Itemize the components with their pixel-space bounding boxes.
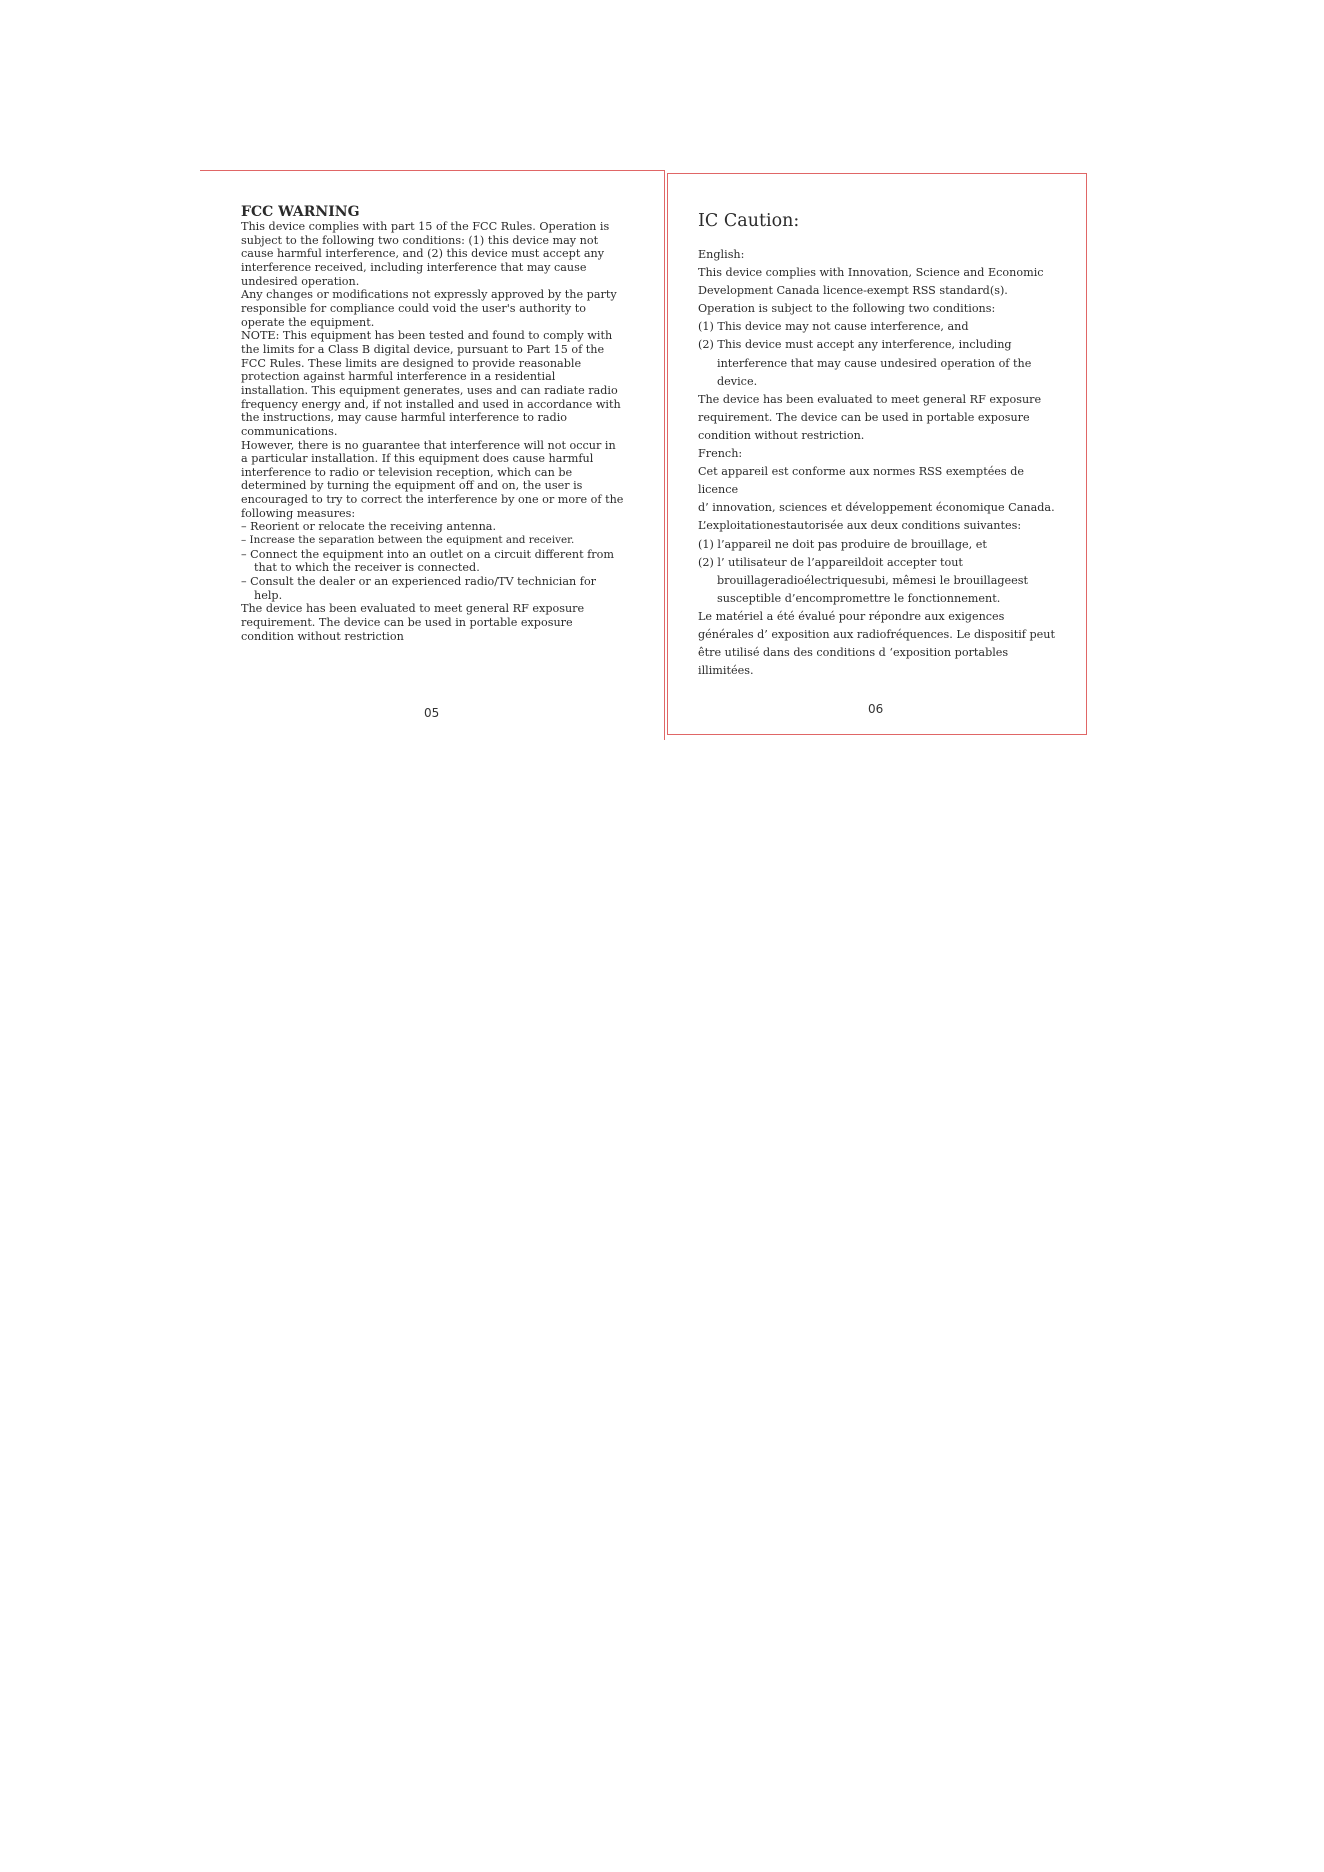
fcc-however-paragraph: However, there is no guarantee that interference will not occur in a particular installation. If this equipment does cause harmful interference to radio or television reception, which can be determined by turning the equipment off and on, the user is encouraged to try to correct the interference by one or more of the following measures: <box>241 438 624 520</box>
english-rf-paragraph: The device has been evaluated to meet general RF exposure requirement. The device can be used in portable exposure condition without restriction. <box>698 392 1042 442</box>
fcc-warning-title: FCC WARNING <box>241 204 360 220</box>
fcc-note-paragraph: NOTE: This equipment has been tested and found to comply with the limits for a Class B digital device, pursuant to Part 15 of the FCC Rules. These limits are designed to provide reasonable protection against harmful interference in a residential installation. This equipment generates, uses and can radiate radio frequency energy and, if not installed and used in accordance with the instructions, may cause harmful interference to radio communications. <box>241 329 621 438</box>
page-number-left: 05 <box>424 706 440 720</box>
fcc-modifications-paragraph: Any changes or modifications not expressly approved by the party responsible for compliance could void the user's authority to operate the equipment. <box>241 288 617 329</box>
english-intro-paragraph: This device complies with Innovation, Science and Economic Development Canada licence-exempt RSS standard(s). Operation is subject to the following two conditions: <box>698 266 1044 316</box>
ic-caution-title: IC Caution: <box>698 211 800 231</box>
fcc-measure-item: – Increase the separation between the equipment and receiver. <box>241 534 575 547</box>
manual-spread <box>200 170 1090 740</box>
french-condition-item: (1) l’appareil ne doit pas produire de brouillage, et <box>698 537 987 551</box>
english-condition-item: (1) This device may not cause interference, and <box>698 320 969 334</box>
left-page-top-border <box>200 170 665 171</box>
fcc-rf-exposure-paragraph: The device has been evaluated to meet general RF exposure requirement. The device can be used in portable exposure condition without restriction <box>241 602 585 643</box>
fcc-compliance-paragraph: This device complies with part 15 of the FCC Rules. Operation is subject to the following two conditions: (1) this device may not cause harmful interference, and (2) this device must accept any interference received, including interference that may cause undesired operation. <box>241 220 610 288</box>
english-label: English: <box>698 248 745 261</box>
fcc-warning-page <box>241 204 624 643</box>
page-number-right: 06 <box>868 702 884 716</box>
left-page-right-border <box>664 170 665 740</box>
french-rf-paragraph: Le matériel a été évalué pour répondre aux exigences générales d’ exposition aux radiofréquences. Le dispositif peut être utilisé dans des conditions d ‘exposition portables illimitées. <box>698 609 1055 678</box>
ic-caution-page <box>698 210 1063 680</box>
english-condition-item: (2) This device must accept any interference, including interference that may cause undesired operation of the device. <box>698 338 1032 388</box>
french-intro-paragraph-continued: d’ innovation, sciences et développement économique Canada. L’exploitationestautorisée aux deux conditions suivantes: <box>698 501 1055 533</box>
french-intro-paragraph: Cet appareil est conforme aux normes RSS exemptées de licence <box>698 465 1025 497</box>
fcc-measure-item: – Consult the dealer or an experienced radio/TV technician for help. <box>241 575 597 602</box>
french-label: French: <box>698 447 743 461</box>
fcc-measure-item: – Connect the equipment into an outlet on a circuit different from that to which the receiver is connected. <box>241 547 614 575</box>
french-condition-item: (2) l’ utilisateur de l’appareildoit accepter tout brouillageradioélectriquesubi, mêmesi le brouillageest susceptible d’encompromettre le fonctionnement. <box>698 555 1029 605</box>
fcc-measure-item: – Reorient or relocate the receiving antenna. <box>241 520 497 534</box>
